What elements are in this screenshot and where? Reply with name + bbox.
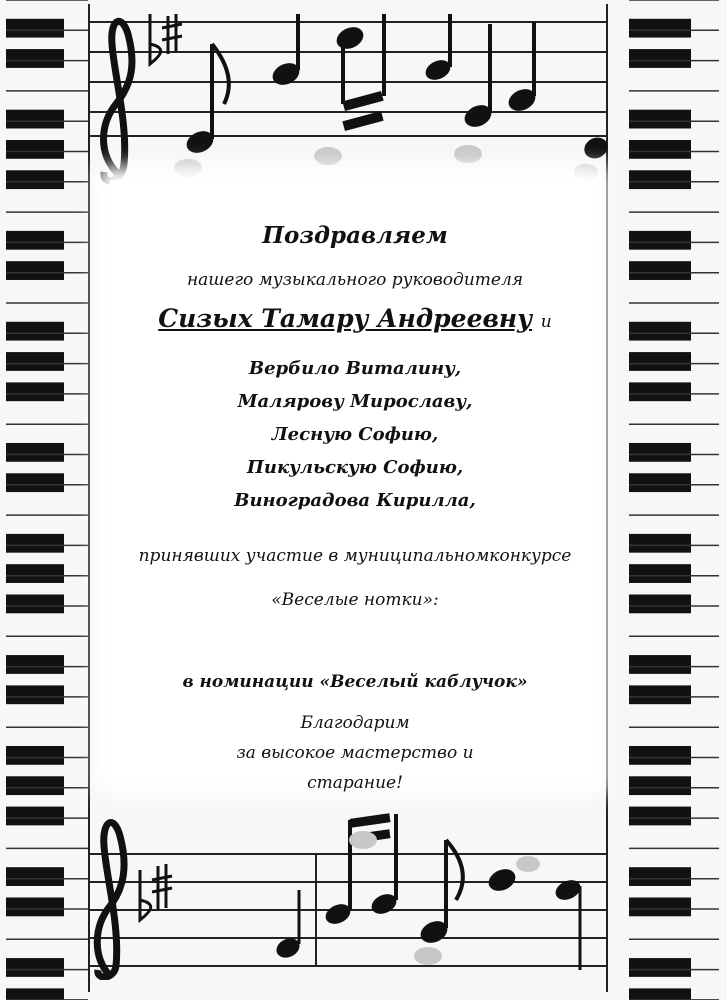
thanks-line-3: старание! bbox=[307, 773, 403, 793]
child-name-1: Вербило Виталину, bbox=[248, 358, 462, 379]
music-staff-bottom bbox=[88, 780, 608, 980]
leader-name: Сизых Тамару Андреевну bbox=[158, 304, 533, 333]
music-staff-top bbox=[88, 4, 608, 194]
heading: Поздравляем bbox=[262, 222, 448, 249]
child-name-3: Лесную Софию, bbox=[271, 424, 439, 445]
notes-top-icon bbox=[183, 14, 608, 162]
treble-clef-top-icon bbox=[104, 21, 133, 181]
thanks-line-1: Благодарим bbox=[300, 713, 410, 733]
notes-bottom-icon bbox=[273, 813, 583, 970]
nomination: в номинации «Веселый каблучок» bbox=[182, 672, 528, 692]
flat-sharp-signs-bottom-icon bbox=[140, 864, 172, 920]
child-name-4: Пикульскую Софию, bbox=[246, 457, 464, 478]
piano-keys-right-border bbox=[629, 0, 719, 1000]
conjunction: и bbox=[540, 312, 552, 332]
piano-keys-left-border bbox=[6, 0, 88, 1000]
leader-name-row bbox=[110, 304, 600, 333]
subheading: нашего музыкального руководителя bbox=[186, 270, 524, 290]
child-name-5: Виноградова Кирилла, bbox=[234, 490, 476, 511]
thanks-line-2: за высокое мастерство и bbox=[236, 743, 474, 763]
participation-text: принявших участие в муниципальномконкурсе bbox=[138, 546, 572, 566]
note-shadows-top-icon bbox=[174, 145, 598, 180]
child-name-2: Малярову Мирославу, bbox=[237, 391, 473, 412]
treble-clef-bottom-icon bbox=[97, 823, 124, 978]
contest-name: «Веселые нотки»: bbox=[271, 590, 439, 610]
